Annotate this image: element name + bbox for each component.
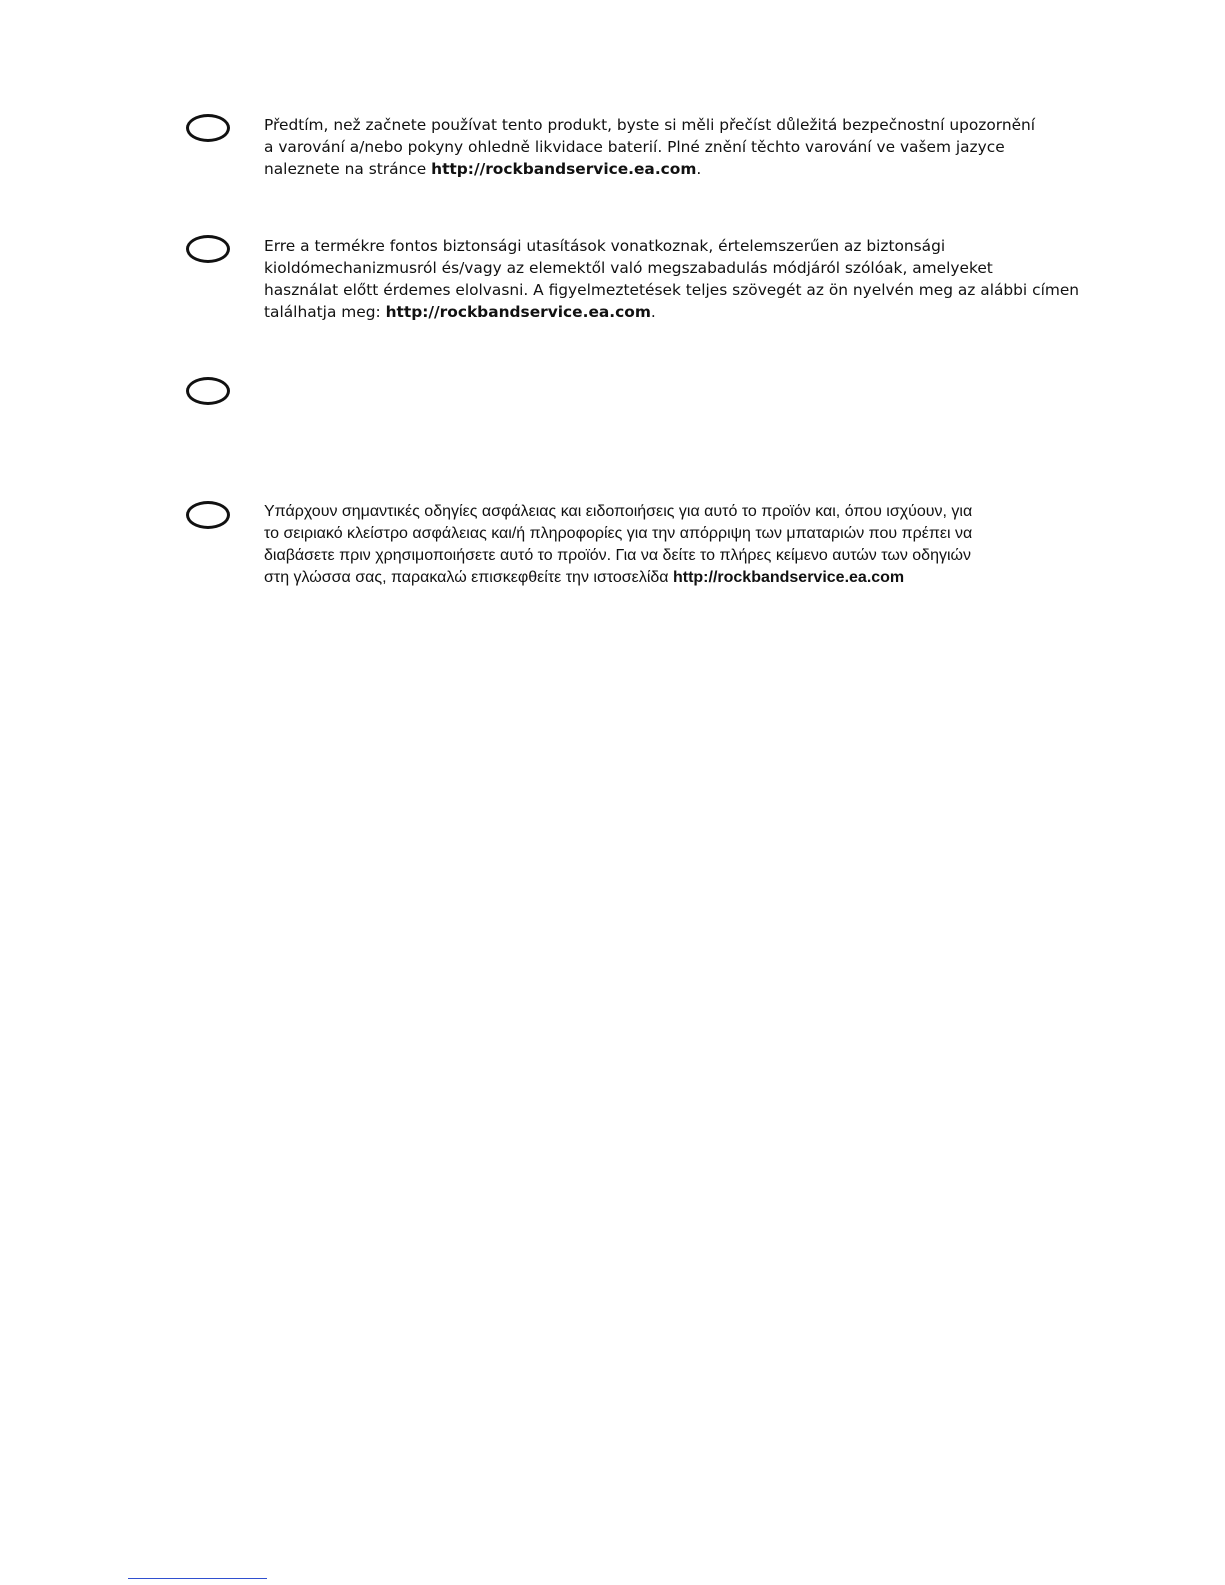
notice-line-prefix: naleznete na stránce [264,160,432,178]
notice-line: Předtím, než začnete používat tento produkt, byste si měli přečíst důležitá bezpečnostní upozornění [264,116,1036,134]
notice-line: το σειριακό κλείστρο ασφάλειας και/ή πληροφορίες για την απόρριψη των μπαταριών που πρέπει να [264,525,973,542]
service-url: http://rockbandservice.ea.com [385,303,651,321]
notice-line: διαβάσετε πριν χρησιμοποιήσετε αυτό το προϊόν. Για να δείτε το πλήρες κείμενο αυτών των οδηγιών [264,547,972,564]
service-url: http://rockbandservice.ea.com [672,569,905,586]
language-flag-placeholder [186,235,230,263]
language-flag-placeholder [186,114,230,142]
notice-line: a varování a/nebo pokyny ohledně likvidace baterií. Plné znění těchto varování ve vašem jazyce [264,138,1005,156]
notice-line-prefix: találhatja meg: [264,303,386,321]
notice-line-suffix: . [650,303,656,321]
notice-line: használat előtt érdemes elolvasni. A figyelmeztetések teljes szövegét az ön nyelvén meg az alábbi címen [264,281,1080,299]
notice-last-line [264,301,1024,323]
notice-last-line [264,567,1024,589]
notice-line: Υπάρχουν σημαντικές οδηγίες ασφάλειας και ειδοποιήσεις για αυτό το προϊόν και, όπου ισχύουν, για [264,503,973,520]
notice-line: kioldómechanizmusról és/vagy az elemektől való megszabadulás módjáról szólóak, amelyeket [264,259,993,277]
notice-line: Erre a termékre fontos biztonsági utasítások vonatkoznak, értelemszerűen az biztonsági [264,237,946,255]
notice-last-line [264,158,1024,180]
footer-rule [128,1578,267,1579]
service-url: http://rockbandservice.ea.com [431,160,697,178]
notice-text [264,114,1036,180]
notice-text [264,235,1080,323]
language-flag-placeholder [186,377,230,405]
notice-line-suffix: . [696,160,702,178]
language-flag-placeholder [186,501,230,529]
notice-text [264,501,1024,589]
notice-line-prefix: στη γλώσσα σας, παρακαλώ επισκεφθείτε την ιστοσελίδα [264,569,673,586]
